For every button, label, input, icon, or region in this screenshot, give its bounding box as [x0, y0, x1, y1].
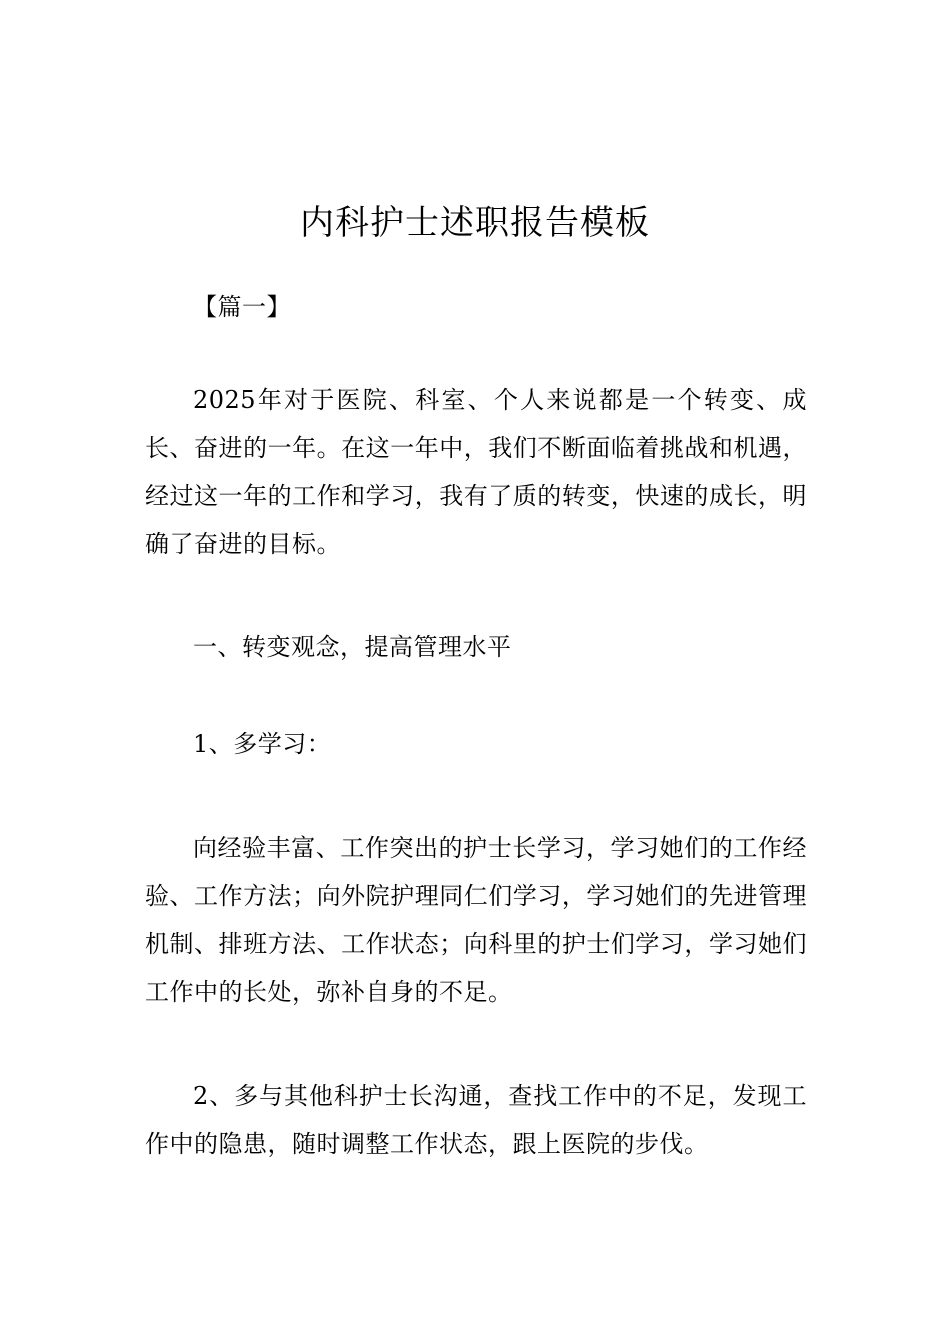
item-1-title: 1、多学习：	[193, 730, 332, 758]
item-1-body: 向经验丰富、工作突出的护士长学习，学习她们的工作经验、工作方法；向外院护理同仁们学习，学习她们的先进管理机制、排班方法、工作状态；向科里的护士们学习，学习她们工作中的长处，弥补自身的不足。	[145, 834, 807, 1006]
intro-paragraph: 2025年对于医院、科室、个人来说都是一个转变、成长、奋进的一年。在这一年中，我们不断面临着挑战和机遇，经过这一年的工作和学习，我有了质的转变，快速的成长，明确了奋进的目标。	[145, 386, 807, 558]
item-2-paragraph: 2、多与其他科护士长沟通，查找工作中的不足，发现工作中的隐患，随时调整工作状态，跟上医院的步伐。	[145, 1082, 807, 1158]
document-title: 内科护士述职报告模板	[300, 202, 650, 243]
section-label: 【篇一】	[193, 293, 291, 321]
heading-transform-concept: 一、转变观念，提高管理水平	[193, 633, 512, 661]
